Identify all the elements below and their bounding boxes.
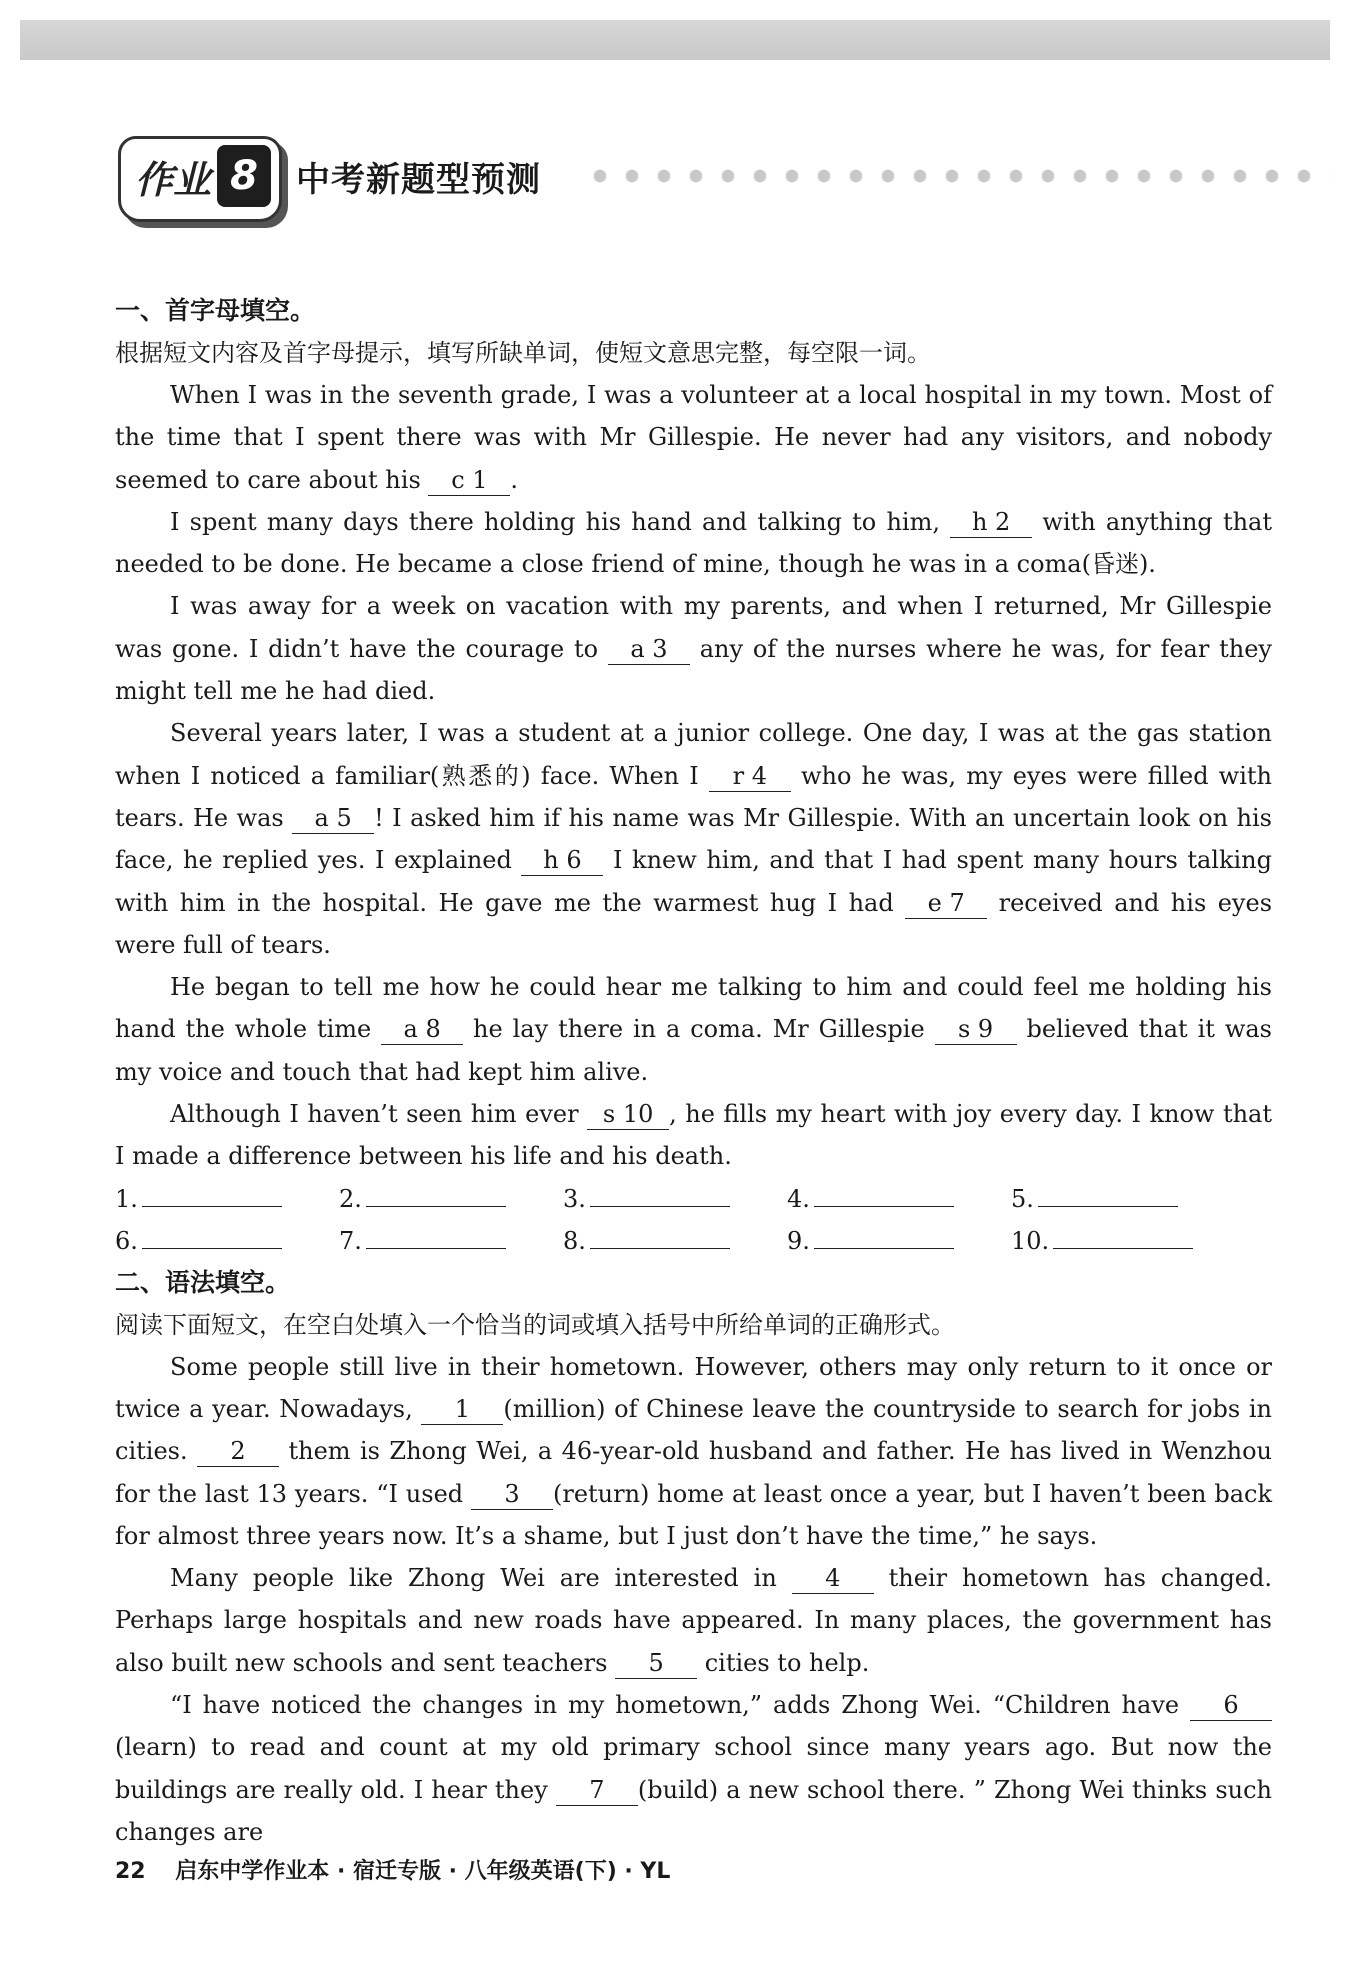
fill-blank[interactable]: 1	[421, 1394, 503, 1425]
book-title: 启东中学作业本 · 宿迁专版 · 八年级英语(下) · YL	[175, 1859, 671, 1884]
answer-blank[interactable]	[1038, 1184, 1178, 1207]
part2-passage	[115, 1346, 1272, 1854]
passage-text: he lay there in a coma. Mr Gillespie	[463, 1015, 935, 1044]
badge-text: 作业	[135, 158, 212, 202]
answer-item	[1011, 1178, 1235, 1220]
fill-blank[interactable]: a 3	[608, 634, 690, 665]
part1-instruction: 根据短文内容及首字母提示，填写所缺单词，使短文意思完整，每空限一词。	[115, 339, 931, 367]
answer-label: 9.	[787, 1226, 810, 1255]
passage-text: (build) a new school there. ” Zhong Wei thinks such changes are	[115, 1775, 1273, 1846]
passage-text: Although I haven’t seen him ever	[170, 1100, 588, 1129]
paragraph	[115, 1346, 1272, 1557]
passage-text: (million) of Chinese leave the countryside to search for jobs in cities.	[115, 1394, 1273, 1466]
passage-text: who he was, my eyes were filled with tears. He was	[115, 761, 1273, 832]
passage-text: “I have noticed the changes in my hometown,” adds Zhong Wei. “Children have	[170, 1691, 1190, 1720]
passage-text: He began to tell me how he could hear me talking to him and could feel me holding his hand the whole time	[115, 973, 1272, 1044]
passage-text: received and his eyes were full of tears.	[115, 888, 1273, 959]
fill-blank[interactable]: 4	[792, 1563, 874, 1594]
decorative-dots	[584, 166, 1330, 186]
paragraph	[115, 712, 1272, 966]
answer-blank[interactable]	[142, 1226, 282, 1249]
answer-label: 3.	[563, 1184, 586, 1213]
fill-blank[interactable]: e 7	[905, 888, 987, 919]
passage-text: them is Zhong Wei, a 46-year-old husband and father. He has lived in Wenzhou for the last 13 years. “I used	[115, 1437, 1272, 1508]
answer-label: 1.	[115, 1184, 138, 1213]
passage-text: believed that it was my voice and touch that had kept him alive.	[115, 1015, 1272, 1086]
answer-label: 10.	[1011, 1226, 1050, 1255]
fill-blank[interactable]: s 10	[587, 1099, 669, 1130]
answer-blank[interactable]	[814, 1226, 954, 1249]
paragraph	[115, 374, 1272, 501]
answer-label: 8.	[563, 1226, 586, 1255]
answer-label: 4.	[787, 1184, 810, 1213]
passage-text: with anything that needed to be done. He became a close friend of mine, though he was in a coma(昏迷).	[115, 507, 1272, 579]
answer-item	[115, 1220, 339, 1262]
answer-item	[339, 1220, 563, 1262]
passage-text: any of the nurses where he was, for fear they might tell me he had died.	[115, 634, 1272, 706]
fill-blank[interactable]: r 4	[709, 761, 791, 792]
badge-number: 8	[217, 145, 271, 207]
answer-blank[interactable]	[366, 1226, 506, 1249]
fill-blank[interactable]: c 1	[428, 465, 510, 496]
paragraph	[115, 1557, 1272, 1684]
passage-text: (return) home at least once a year, but I haven’t been back for almost three years now. It’s a shame, but I just don’t have the time,” he says.	[115, 1479, 1272, 1550]
worksheet-content	[115, 290, 1272, 1853]
answer-blank[interactable]	[1053, 1226, 1193, 1249]
passage-text: Many people like Zhong Wei are interested in	[170, 1564, 792, 1593]
answer-blank[interactable]	[142, 1184, 282, 1207]
fill-blank[interactable]: a 8	[381, 1014, 463, 1045]
part1-heading: 一、首字母填空。	[115, 296, 316, 325]
passage-text: I spent many days there holding his hand and talking to him,	[170, 507, 951, 536]
fill-blank[interactable]: 3	[471, 1479, 553, 1510]
answer-label: 5.	[1011, 1184, 1034, 1213]
answer-item	[787, 1178, 1011, 1220]
paragraph	[115, 1684, 1272, 1853]
answer-item	[339, 1178, 563, 1220]
answer-blank[interactable]	[590, 1184, 730, 1207]
fill-blank[interactable]: h 2	[950, 507, 1032, 538]
fill-blank[interactable]: a 5	[292, 803, 374, 834]
paragraph	[115, 966, 1272, 1093]
fill-blank[interactable]: 7	[556, 1775, 638, 1806]
fill-blank[interactable]: 6	[1190, 1690, 1272, 1721]
passage-text: I was away for a week on vacation with my parents, and when I returned, Mr Gillespie was gone. I didn’t have the courage to	[115, 592, 1272, 663]
answer-grid	[115, 1178, 1272, 1262]
paragraph	[115, 1093, 1272, 1178]
answer-item	[115, 1178, 339, 1220]
answer-label: 7.	[339, 1226, 362, 1255]
paragraph	[115, 585, 1272, 712]
passage-text: (learn) to read and count at my old primary school since many years ago. But now the buildings are really old. I hear they	[115, 1733, 1272, 1804]
answer-blank[interactable]	[814, 1184, 954, 1207]
part1-passage	[115, 374, 1272, 1178]
answer-item	[563, 1220, 787, 1262]
answer-label: 6.	[115, 1226, 138, 1255]
answer-item	[1011, 1220, 1235, 1262]
part2-heading: 二、语法填空。	[115, 1267, 291, 1297]
passage-text: Some people still live in their hometown. However, others may only return to it once or twice a year. Nowadays,	[115, 1352, 1272, 1423]
assignment-badge	[118, 136, 282, 222]
page-number: 22	[115, 1859, 146, 1884]
passage-text: I knew him, and that I had spent many hours talking with him in the hospital. He gave me the warmest hug I had	[115, 846, 1273, 917]
page-footer	[115, 1854, 670, 1885]
section-title: 中考新题型预测	[296, 160, 541, 200]
passage-text: Several years later, I was a student at a junior college. One day, I was at the gas station when I noticed a familiar(熟悉的) face. When I	[115, 719, 1272, 790]
fill-blank[interactable]: h 6	[521, 845, 603, 876]
passage-text: , he fills my heart with joy every day. I know that I made a difference between his life and his death.	[115, 1100, 1273, 1171]
paragraph	[115, 501, 1272, 586]
answer-blank[interactable]	[366, 1184, 506, 1207]
fill-blank[interactable]: s 9	[935, 1014, 1017, 1045]
passage-text: .	[510, 465, 519, 494]
answer-label: 2.	[339, 1184, 362, 1213]
answer-item	[787, 1220, 1011, 1262]
top-scan-bar	[20, 20, 1330, 60]
passage-text: ! I asked him if his name was Mr Gillespie. With an uncertain look on his face, he replied yes. I explained	[115, 803, 1272, 875]
answer-blank[interactable]	[590, 1226, 730, 1249]
part2-instruction: 阅读下面短文，在空白处填入一个恰当的词或填入括号中所给单词的正确形式。	[115, 1310, 955, 1339]
passage-text: cities to help.	[697, 1648, 870, 1677]
passage-text: When I was in the seventh grade, I was a volunteer at a local hospital in my town. Most of the time that I spent there was with Mr Gillespie. He never had any visitors, and nobody seemed to care about his	[115, 381, 1272, 494]
fill-blank[interactable]: 2	[197, 1436, 279, 1467]
answer-item	[563, 1178, 787, 1220]
fill-blank[interactable]: 5	[615, 1648, 697, 1679]
passage-text: their hometown has changed. Perhaps large hospitals and new roads have appeared. In many places, the government has also built new schools and sent teachers	[115, 1564, 1272, 1677]
